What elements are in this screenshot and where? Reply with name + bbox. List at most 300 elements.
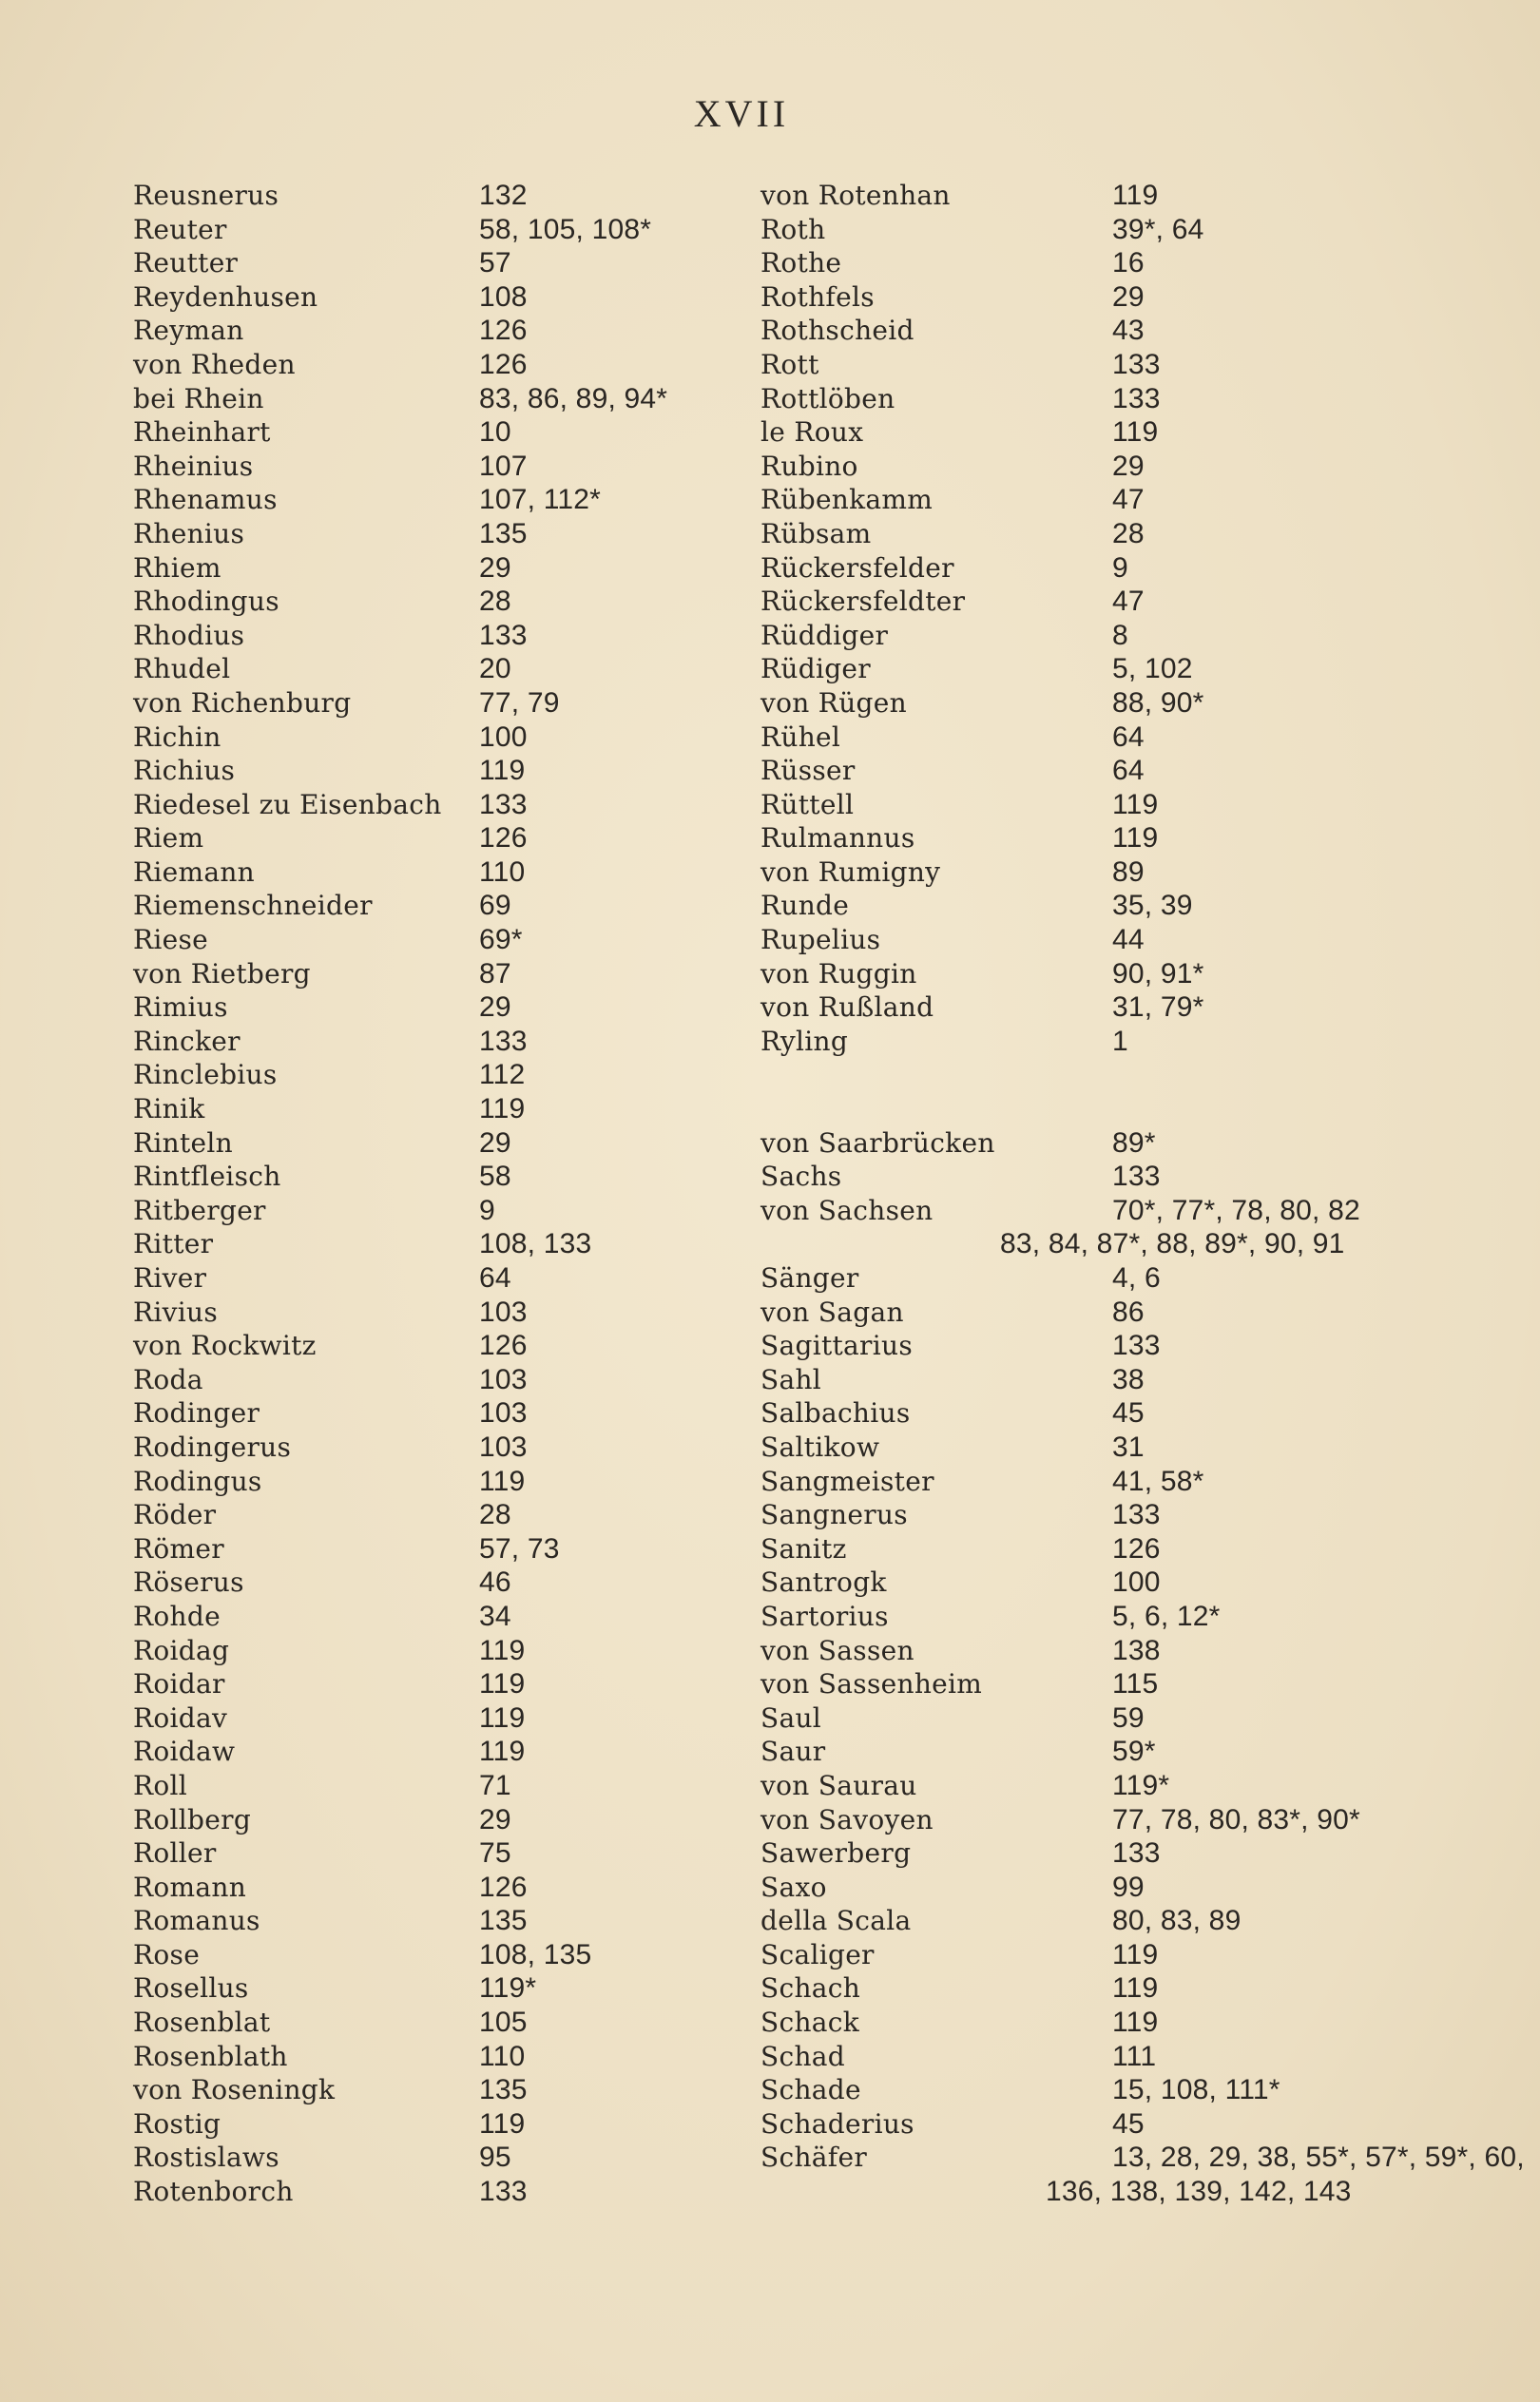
entry-name: Rückersfeldter	[760, 586, 966, 618]
entry-name: Ritberger	[133, 1194, 266, 1226]
index-entry	[133, 1836, 741, 1871]
index-entry	[760, 1566, 1388, 1600]
entry-page-refs: 133	[1112, 1837, 1161, 1870]
entry-name: Sangnerus	[760, 1499, 908, 1531]
entry-name: Rosellus	[133, 1972, 249, 2005]
entry-page-refs: 59	[1112, 1701, 1145, 1734]
entry-name: Salbachius	[760, 1397, 911, 1430]
index-entry	[133, 1938, 741, 1972]
index-entry	[133, 1092, 741, 1126]
entry-page-refs: 8	[1112, 619, 1128, 651]
entry-name: von Rheden	[133, 348, 296, 380]
entry-page-refs: 103	[479, 1296, 528, 1328]
entry-page-refs: 133	[479, 2176, 528, 2208]
index-entry	[760, 754, 1388, 788]
entry-name: Riese	[133, 924, 209, 956]
index-entry	[760, 551, 1388, 586]
entry-name: Rüttell	[760, 788, 855, 820]
index-entry	[760, 923, 1388, 957]
entry-page-refs: 59*	[1112, 1736, 1156, 1768]
entry-name: Romanus	[133, 1905, 260, 1937]
index-entry	[133, 2006, 741, 2040]
entry-page-refs: 133	[479, 1025, 528, 1057]
index-entry	[133, 551, 741, 586]
entry-name: Rheinhart	[133, 416, 271, 449]
section-gap	[760, 1058, 1388, 1092]
index-entry	[133, 721, 741, 755]
entry-page-refs: 136, 138, 139, 142, 143	[1046, 2176, 1352, 2208]
index-entry	[760, 280, 1388, 315]
entry-page-refs: 86	[1112, 1296, 1145, 1328]
entry-page-refs: 5, 6, 12*	[1112, 1600, 1221, 1632]
index-entry	[760, 619, 1388, 653]
entry-name: Reyman	[133, 315, 244, 347]
entry-name: Sahl	[760, 1363, 822, 1395]
entry-page-refs: 133	[1112, 1499, 1161, 1531]
entry-name: Rimius	[133, 991, 228, 1024]
index-entry	[760, 246, 1388, 280]
entry-page-refs: 83, 84, 87*, 88, 89*, 90, 91	[1000, 1228, 1345, 1260]
entry-name: Rott	[760, 348, 819, 380]
entry-page-refs: 108, 133	[479, 1228, 592, 1260]
index-entry	[760, 213, 1388, 247]
entry-page-refs: 108	[479, 280, 528, 313]
entry-name: Roda	[133, 1363, 203, 1395]
index-entry	[760, 2107, 1388, 2142]
entry-page-refs: 107	[479, 450, 528, 482]
entry-page-refs: 119	[479, 1634, 526, 1666]
entry-page-refs: 43	[1112, 315, 1145, 347]
index-entry	[133, 483, 741, 517]
index-entry	[760, 889, 1388, 923]
entry-page-refs: 46	[479, 1566, 511, 1599]
index-entry	[760, 1667, 1388, 1701]
entry-name: Rübenkamm	[760, 484, 934, 516]
index-entry	[760, 1126, 1388, 1161]
entry-name: von Rußland	[760, 991, 934, 1024]
entry-page-refs: 126	[479, 1330, 528, 1362]
entry-page-refs: 99	[1112, 1871, 1145, 1903]
index-entry	[760, 1701, 1388, 1736]
entry-name: Riem	[133, 822, 204, 855]
entry-page-refs: 58	[479, 1161, 511, 1193]
index-entry	[133, 2141, 741, 2175]
entry-page-refs: 103	[479, 1397, 528, 1430]
entry-name: von Richenburg	[133, 686, 352, 719]
entry-name: Rintfleisch	[133, 1161, 281, 1193]
entry-page-refs: 126	[479, 315, 528, 347]
entry-page-refs: 64	[479, 1262, 511, 1294]
index-entry	[760, 450, 1388, 484]
entry-page-refs: 112	[479, 1059, 526, 1091]
index-entry	[133, 1803, 741, 1837]
index-entry	[133, 923, 741, 957]
index-entry	[133, 1465, 741, 1499]
index-entry	[760, 1363, 1388, 1397]
index-entry	[760, 652, 1388, 686]
index-entry	[133, 1227, 741, 1261]
index-entry	[133, 1160, 741, 1194]
entry-name: Saxo	[760, 1871, 827, 1903]
entry-name: Rüsser	[760, 755, 856, 787]
entry-name: Sanitz	[760, 1532, 847, 1565]
entry-name: Saur	[760, 1736, 826, 1768]
index-entry	[133, 450, 741, 484]
entry-name: von Sassen	[760, 1634, 914, 1666]
index-entry	[760, 990, 1388, 1025]
entry-page-refs: 31	[1112, 1431, 1145, 1463]
entry-page-refs: 111	[1112, 2040, 1157, 2072]
index-entry	[133, 1431, 741, 1465]
index-entry	[760, 314, 1388, 348]
entry-page-refs: 100	[1112, 1566, 1161, 1599]
entry-page-refs: 135	[479, 1905, 528, 1937]
entry-name: Richin	[133, 721, 221, 753]
entry-page-refs: 89	[1112, 855, 1145, 888]
entry-name: von Roseningk	[133, 2074, 336, 2106]
entry-page-refs: 39*, 64	[1112, 213, 1204, 245]
index-entry	[133, 1532, 741, 1566]
entry-page-refs: 89*	[1112, 1126, 1156, 1159]
index-entry	[133, 1296, 741, 1330]
entry-name: Romann	[133, 1871, 247, 1903]
entry-page-refs: 28	[479, 586, 511, 618]
index-entry	[760, 585, 1388, 619]
entry-page-refs: 119	[1112, 180, 1159, 211]
index-entry	[133, 1971, 741, 2006]
index-entry	[133, 585, 741, 619]
entry-page-refs: 29	[1112, 280, 1145, 313]
entry-name: von Sassenheim	[760, 1668, 983, 1701]
entry-name: von Saarbrücken	[760, 1126, 995, 1159]
index-entry	[133, 1363, 741, 1397]
entry-name: Rulmannus	[760, 822, 915, 855]
entry-name: Santrogk	[760, 1566, 887, 1599]
entry-page-refs: 5, 102	[1112, 653, 1193, 685]
entry-name: Sachs	[760, 1161, 842, 1193]
index-entry	[133, 1025, 741, 1059]
index-entry	[760, 1971, 1388, 2006]
index-entry	[133, 619, 741, 653]
entry-page-refs: 132	[479, 180, 528, 211]
entry-name: von Rügen	[760, 686, 907, 719]
entry-page-refs: 119	[479, 1736, 526, 1768]
index-entry	[133, 1904, 741, 1938]
index-entry	[760, 1396, 1388, 1431]
index-entry	[760, 2073, 1388, 2107]
entry-name: della Scala	[760, 1905, 912, 1937]
entry-page-refs: 119	[1112, 416, 1159, 449]
index-entry	[133, 889, 741, 923]
entry-page-refs: 75	[479, 1837, 511, 1870]
index-entry	[133, 348, 741, 382]
index-entry	[760, 1938, 1388, 1972]
entry-name: von Rotenhan	[760, 180, 951, 211]
index-entry	[133, 213, 741, 247]
entry-name: Rosenblath	[133, 2040, 288, 2072]
entry-name: Ritter	[133, 1228, 214, 1260]
entry-page-refs: 15, 108, 111*	[1112, 2074, 1280, 2106]
index-entry	[133, 855, 741, 890]
entry-name: von Rumigny	[760, 855, 941, 888]
entry-page-refs: 133	[1112, 382, 1161, 414]
entry-name: Sangmeister	[760, 1465, 934, 1497]
entry-name: Römer	[133, 1532, 224, 1565]
entry-name: von Rockwitz	[133, 1330, 317, 1362]
index-entry	[760, 1634, 1388, 1668]
entry-page-refs: 119	[479, 755, 526, 787]
index-entry	[133, 1667, 741, 1701]
entry-page-refs: 119	[1112, 1972, 1159, 2005]
entry-page-refs: 41, 58*	[1112, 1465, 1204, 1497]
index-entry	[760, 1532, 1388, 1566]
index-entry	[133, 2073, 741, 2107]
entry-page-refs: 133	[479, 619, 528, 651]
entry-page-refs: 119	[1112, 788, 1159, 820]
index-entry	[133, 280, 741, 315]
entry-name: Roidaw	[133, 1736, 236, 1768]
index-entry	[760, 2175, 1388, 2209]
entry-page-refs: 105	[479, 2007, 528, 2039]
entry-page-refs: 77, 78, 80, 83*, 90*	[1112, 1803, 1360, 1835]
entry-name: Rüdiger	[760, 653, 871, 685]
entry-page-refs: 119*	[479, 1972, 537, 2005]
entry-name: Rothscheid	[760, 315, 914, 347]
entry-name: Rhodius	[133, 619, 245, 651]
entry-name: von Ruggin	[760, 957, 917, 990]
index-entry	[133, 246, 741, 280]
entry-page-refs: 29	[1112, 450, 1145, 482]
entry-name: Schäfer	[760, 2142, 868, 2174]
entry-name: Richius	[133, 755, 236, 787]
index-entry	[760, 1904, 1388, 1938]
index-entry	[133, 2107, 741, 2142]
entry-page-refs: 88, 90*	[1112, 686, 1204, 719]
entry-page-refs: 29	[479, 1126, 511, 1159]
index-entry	[760, 1871, 1388, 1905]
index-entry	[760, 1329, 1388, 1363]
entry-name: von Sagan	[760, 1296, 904, 1328]
index-entry	[760, 382, 1388, 416]
entry-name: Rothe	[760, 247, 842, 279]
index-entry	[760, 348, 1388, 382]
index-entry	[133, 1126, 741, 1161]
entry-page-refs: 64	[1112, 755, 1145, 787]
entry-page-refs: 38	[1112, 1363, 1145, 1395]
index-entry	[133, 1058, 741, 1092]
entry-name: Rupelius	[760, 924, 881, 956]
index-entry	[760, 1296, 1388, 1330]
entry-name: Rheinius	[133, 450, 254, 482]
entry-page-refs: 16	[1112, 247, 1145, 279]
index-entry	[133, 1498, 741, 1532]
entry-name: Rohde	[133, 1600, 221, 1632]
entry-name: Rostislaws	[133, 2142, 279, 2174]
entry-page-refs: 133	[479, 788, 528, 820]
entry-name: Rüddiger	[760, 619, 889, 651]
index-entry	[760, 179, 1388, 213]
index-entry	[133, 2040, 741, 2074]
entry-name: von Sachsen	[760, 1194, 934, 1226]
entry-name: Roth	[760, 213, 826, 245]
index-entry	[760, 483, 1388, 517]
index-entry	[133, 1701, 741, 1736]
index-entry	[133, 1634, 741, 1668]
entry-name: Röder	[133, 1499, 217, 1531]
entry-name: Schad	[760, 2040, 846, 2072]
entry-page-refs: 57	[479, 247, 511, 279]
entry-name: Rinik	[133, 1093, 205, 1125]
entry-name: Rhodingus	[133, 586, 279, 618]
index-entry	[760, 1735, 1388, 1769]
entry-page-refs: 45	[1112, 1397, 1145, 1430]
entry-name: Rhenius	[133, 517, 245, 549]
entry-name: Roidar	[133, 1668, 225, 1701]
entry-page-refs: 47	[1112, 484, 1145, 516]
entry-name: River	[133, 1262, 207, 1294]
index-entry	[760, 1836, 1388, 1871]
index-column-right	[760, 179, 1525, 2209]
entry-page-refs: 135	[479, 517, 528, 549]
entry-page-refs: 126	[1112, 1532, 1161, 1565]
entry-name: Reutter	[133, 247, 239, 279]
entry-page-refs: 103	[479, 1431, 528, 1463]
index-entry	[133, 788, 741, 822]
index-entry	[133, 382, 741, 416]
entry-name: Schade	[760, 2074, 861, 2106]
index-entry	[760, 686, 1388, 721]
index-entry	[133, 1329, 741, 1363]
entry-name: Rothfels	[760, 280, 875, 313]
index-entry	[760, 2006, 1388, 2040]
entry-page-refs: 29	[479, 1803, 511, 1835]
entry-name: Schach	[760, 1972, 861, 2005]
index-entry	[760, 957, 1388, 991]
entry-name: Rodingerus	[133, 1431, 292, 1463]
entry-name: Riedesel zu Eisenbach	[133, 788, 442, 820]
index-entry	[133, 2175, 741, 2209]
entry-page-refs: 95	[479, 2142, 511, 2174]
entry-page-refs: 47	[1112, 586, 1145, 618]
entry-page-refs: 138	[1112, 1634, 1161, 1666]
entry-name: Rühel	[760, 721, 841, 753]
entry-name: Rinclebius	[133, 1059, 278, 1091]
entry-page-refs: 100	[479, 721, 528, 753]
index-entry	[133, 1769, 741, 1803]
entry-page-refs: 119	[1112, 2007, 1159, 2039]
entry-name: Roidag	[133, 1634, 230, 1666]
entry-name: Sagittarius	[760, 1330, 913, 1362]
entry-page-refs: 119	[479, 1465, 526, 1497]
entry-name: von Savoyen	[760, 1803, 934, 1835]
entry-name: Runde	[760, 890, 850, 922]
entry-page-refs: 87	[479, 957, 511, 990]
entry-name: Sawerberg	[760, 1837, 912, 1870]
index-column-left	[133, 179, 741, 2209]
index-entry	[133, 1600, 741, 1634]
index-entry	[133, 1261, 741, 1296]
index-entry	[133, 1396, 741, 1431]
entry-page-refs: 69	[479, 890, 511, 922]
index-entry	[760, 2040, 1388, 2074]
entry-name: Rübsam	[760, 517, 872, 549]
entry-name: Riemenschneider	[133, 890, 373, 922]
entry-name: Sänger	[760, 1262, 859, 1294]
entry-page-refs: 29	[479, 551, 511, 584]
entry-name: Rosenblat	[133, 2007, 271, 2039]
index-entry	[133, 415, 741, 450]
index-entry	[133, 179, 741, 213]
entry-page-refs: 64	[1112, 721, 1145, 753]
index-entry	[760, 2141, 1525, 2175]
entry-page-refs: 77, 79	[479, 686, 560, 719]
entry-page-refs: 71	[479, 1769, 511, 1801]
index-entry	[133, 314, 741, 348]
entry-name: Saul	[760, 1701, 822, 1734]
entry-page-refs: 135	[479, 2074, 528, 2106]
index-entry	[760, 821, 1388, 855]
index-entry	[760, 855, 1388, 890]
entry-name: Rincker	[133, 1025, 241, 1057]
entry-name: Rückersfelder	[760, 551, 954, 584]
entry-name: Ryling	[760, 1025, 849, 1057]
entry-page-refs: 9	[1112, 551, 1128, 584]
entry-name: Rinteln	[133, 1126, 233, 1159]
index-entry	[760, 1261, 1388, 1296]
index-entry	[760, 1227, 1388, 1261]
index-entry	[760, 1160, 1388, 1194]
entry-name: Riemann	[133, 855, 256, 888]
index-entry	[760, 415, 1388, 450]
entry-name: Schack	[760, 2007, 860, 2039]
entry-page-refs: 1	[1112, 1025, 1128, 1057]
entry-page-refs: 13, 28, 29, 38, 55*, 57*, 59*, 60,	[1112, 2142, 1525, 2174]
entry-name: Rodinger	[133, 1397, 260, 1430]
entry-page-refs: 115	[1112, 1668, 1159, 1701]
entry-page-refs: 108, 135	[479, 1938, 592, 1970]
entry-page-refs: 10	[479, 416, 511, 449]
index-entry	[760, 1600, 1388, 1634]
entry-name: Roll	[133, 1769, 188, 1801]
entry-name: le Roux	[760, 416, 864, 449]
entry-name: Rodingus	[133, 1465, 262, 1497]
entry-page-refs: 103	[479, 1363, 528, 1395]
entry-page-refs: 35, 39	[1112, 890, 1193, 922]
entry-name: von Saurau	[760, 1769, 917, 1801]
entry-page-refs: 45	[1112, 2107, 1145, 2140]
entry-name: Reusnerus	[133, 180, 279, 211]
entry-name: Rotenborch	[133, 2176, 294, 2208]
entry-page-refs: 119	[1112, 822, 1159, 855]
index-entry	[760, 1803, 1388, 1837]
entry-page-refs: 107, 112*	[479, 484, 602, 516]
section-gap	[760, 1092, 1388, 1126]
index-entry	[133, 652, 741, 686]
entry-page-refs: 4, 6	[1112, 1262, 1161, 1294]
entry-page-refs: 69*	[479, 924, 523, 956]
index-entry	[133, 990, 741, 1025]
entry-page-refs: 133	[1112, 348, 1161, 380]
index-entry	[133, 754, 741, 788]
entry-name: von Rietberg	[133, 957, 311, 990]
index-entry	[760, 517, 1388, 551]
index-entry	[760, 788, 1388, 822]
entry-name: Roidav	[133, 1701, 228, 1734]
entry-name: Rose	[133, 1938, 201, 1970]
page-number: XVII	[693, 92, 790, 135]
index-entry	[760, 1769, 1388, 1803]
entry-page-refs: 83, 86, 89, 94*	[479, 382, 668, 414]
